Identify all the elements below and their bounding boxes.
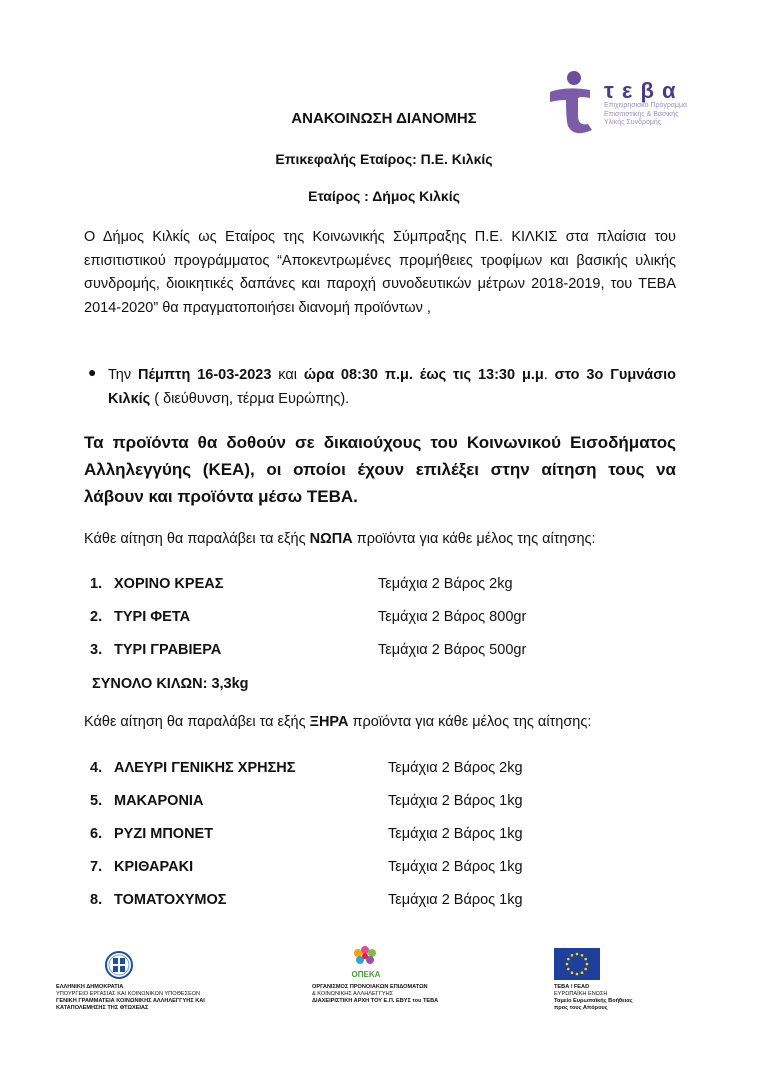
opeka-logo-text: ΟΠΕΚΑ <box>351 970 381 979</box>
teva-logo <box>546 70 696 140</box>
footer-eu: ΤΕΒΑ / FEAD ΕΥΡΩΠΑΪΚΗ ΕΝΩΣΗ Ταμείο Ευρωπαϊκής Βοήθειας προς τους Απόρους <box>554 984 633 1011</box>
item-detail: Τεμάχια 2 Βάρος 2kg <box>378 576 513 592</box>
teva-logo-letters: τ ε β α <box>604 78 677 103</box>
eu-flag-icon <box>554 948 600 980</box>
list-item: 6. ΡΥΖΙ ΜΠΟΝΕΤ <box>90 826 214 842</box>
item-detail: Τεμάχια 2 Βάρος 800gr <box>378 609 527 625</box>
item-detail: Τεμάχια 2 Βάρος 1kg <box>388 859 523 875</box>
item-detail: Τεμάχια 2 Βάρος 2kg <box>388 760 523 776</box>
announcement-title: ΑΝΑΚΟΙΝΩΣΗ ΔΙΑΝΟΜΗΣ <box>291 110 477 127</box>
list-item: 2. ΤΥΡΙ ΦΕΤΑ <box>90 609 191 625</box>
distribution-time: ώρα 08:30 π.μ. έως τις 13:30 μ.μ <box>303 367 544 383</box>
fresh-intro: Κάθε αίτηση θα παραλάβει τα εξής ΝΩΠΑ προϊόντα για κάθε μέλος της αίτησης: <box>84 531 596 547</box>
partner: Εταίρος : Δήμος Κιλκίς <box>308 188 460 204</box>
item-detail: Τεμάχια 2 Βάρος 1kg <box>388 826 523 842</box>
teva-logo-subtitle: Επιχειρησιακό Πρόγραμμα Επισιτιστικής & Βασικής Υλικής Συνδρομής <box>604 102 688 126</box>
dry-intro: Κάθε αίτηση θα παραλάβει τα εξής ΞΗΡΑ προϊόντα για κάθε μέλος της αίτησης: <box>84 714 592 730</box>
distribution-date: Πέμπτη 16-03-2023 <box>138 367 272 383</box>
item-detail: Τεμάχια 2 Βάρος 1kg <box>388 892 523 908</box>
lead-partner: Επικεφαλής Εταίρος: Π.Ε. Κιλκίς <box>275 151 493 167</box>
list-item: 5. ΜΑΚΑΡΟΝΙΑ <box>90 793 204 809</box>
list-item: 3. ΤΥΡΙ ΓΡΑΒΙΕΡΑ <box>90 642 222 658</box>
greek-coat-of-arms-icon <box>104 950 134 980</box>
list-item: 4. ΑΛΕΥΡΙ ΓΕΝΙΚΗΣ ΧΡΗΣΗΣ <box>90 760 296 776</box>
footer-opeka: ΟΡΓΑΝΙΣΜΟΣ ΠΡΟΝΟΙΑΚΩΝ ΕΠΙΔΟΜΑΤΩΝ & ΚΟΙΝΩΝΙΚΗΣ ΑΛΛΗΛΕΓΓΥΗΣ ΔΙΑΧΕΙΡΙΣΤΙΚΗ ΑΡΧΗ ΤΟΥ Ε.Π. ΕΒΥΣ του ΤΕΒΑ <box>312 984 439 1004</box>
list-item: 7. ΚΡΙΘΑΡΑΚΙ <box>90 859 194 875</box>
list-item: 1. ΧΟΡΙΝΟ ΚΡΕΑΣ <box>90 576 224 592</box>
eligibility-notice: Τα προϊόντα θα δοθούν σε δικαιούχους του Κοινωνικού Εισοδήματος Αλληλεγγύης (ΚΕΑ), οι οποίοι έχουν επιλέξει στην αίτηση τους να λάβουν και προϊόντα μέσω ΤΕΒΑ. <box>84 433 676 506</box>
item-detail: Τεμάχια 2 Βάρος 500gr <box>378 642 527 658</box>
intro-paragraph: Ο Δήμος Κιλκίς ως Εταίρος της Κοινωνικής Σύμπραξης Π.Ε. ΚΙΛΚΙΣ στα πλαίσια του επισιτιστικού προγράμματος “Αποκεντρωμένες προμήθειες τροφίμων και βασικής υλικής συνδρομής, διοικητικές δαπάνες και παροχή συνοδευτικών μέτρων 2018-2019, του ΤΕΒΑ 2014-2020” θα πραγματοποιήσει διανομή προϊόντων , <box>84 229 676 316</box>
distribution-details: Την Πέμπτη 16-03-2023 και ώρα 08:30 π.μ. έως τις 13:30 μ.μ. στο 3ο Γυμνάσιο Κιλκίς ( διεύθυνση, τέρμα Ευρώπης). <box>108 367 677 407</box>
opeka-logo-icon <box>348 944 382 970</box>
list-item: 8. ΤΟΜΑΤΟΧΥΜΟΣ <box>90 892 227 908</box>
footer-ministry: ΕΛΛΗΝΙΚΗ ΔΗΜΟΚΡΑΤΙΑ ΥΠΟΥΡΓΕΙΟ ΕΡΓΑΣΙΑΣ ΚΑΙ ΚΟΙΝΩΝΙΚΩΝ ΥΠΟΘΕΣΕΩΝ ΓΕΝΙΚΗ ΓΡΑΜΜΑΤΕΙΑ ΚΟΙΝΩΝΙΚΗΣ ΑΛΛΗΛΕΓΓΥΗΣ ΚΑΙ ΚΑΤΑΠΟΛΕΜΗΣΗΣ ΤΗΣ ΦΤΩΧΕΙΑΣ <box>56 984 205 1011</box>
total-weight: ΣΥΝΟΛΟ ΚΙΛΩΝ: 3,3kg <box>92 676 249 692</box>
bullet-dot: ● <box>88 364 97 380</box>
distribution-place: στο 3ο Γυμνάσιο Κιλκίς <box>108 367 677 407</box>
item-detail: Τεμάχια 2 Βάρος 1kg <box>388 793 523 809</box>
